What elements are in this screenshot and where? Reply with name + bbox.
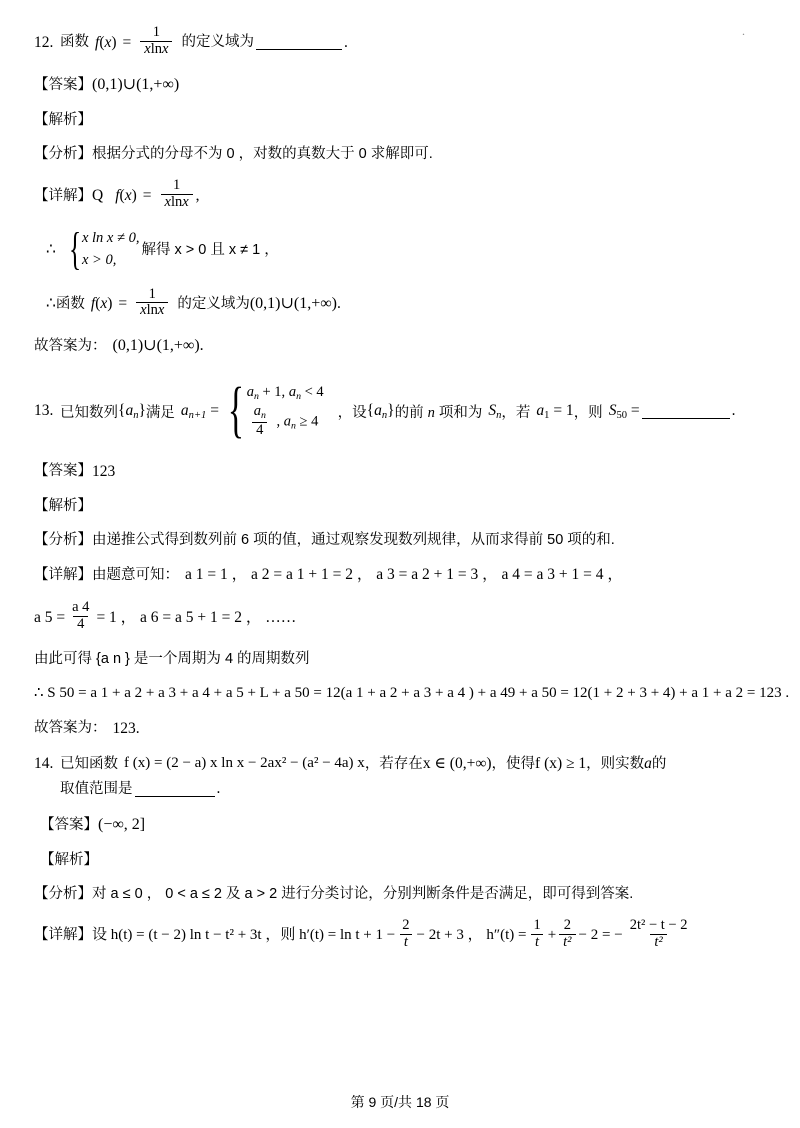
answer-label: 【答案】 [40, 816, 98, 833]
problem-13-answer [34, 462, 766, 481]
problem-13-stem-f: ，则 [573, 404, 603, 421]
recurrence-case-1: $a_n + 1$, $a_n < 4$ [246, 384, 324, 403]
fraction-numerator: $a_n$ [253, 403, 266, 422]
recurrence-lhs: $a_{n+1}$ = [180, 401, 219, 421]
initial-term: $a_1 = 1$ [536, 401, 574, 421]
problem-14-stem-c: ，使得 [491, 755, 536, 772]
fraction-numerator: a 4 [72, 598, 90, 615]
xiangjie-mark: Q [92, 186, 104, 204]
answer-label: 【答案】 [34, 76, 92, 93]
condition-solution: 解得 x > 0 且 x ≠ 1 ， [141, 241, 279, 258]
problem-14-analysis [34, 851, 766, 869]
problem-12-fraction [140, 25, 172, 58]
problem-14-stem-line2-text: 取值范围是 [60, 780, 133, 797]
existence-domain: x ∈ (0,+∞) [422, 754, 492, 772]
brace-icon: { [227, 376, 245, 445]
fraction-numerator: 1 [172, 177, 181, 194]
problem-13-stem-c: ，设 [337, 404, 367, 421]
fraction-denominator: xlnx [140, 41, 172, 58]
problem-12-conclusion: ∴ 函数 f ( x ) = $\frac{1}{xlnx}$ 的定义域为 (0,1)∪(1,+∞) . [46, 285, 341, 319]
xiangjie-label: 【详解】 [34, 927, 92, 944]
answer-label: 【答案】 [34, 463, 92, 480]
problem-12-analysis [34, 111, 766, 129]
xiangjie-text: 由题意可知： [92, 567, 179, 584]
xiangjie-part-a: 设 h(t) = (t − 2) ln t − t² + 3t ，则 h′(t) = ln t + 1 − [92, 927, 396, 944]
problem-13-stem-d: 的前 n 项和为 [394, 404, 483, 421]
problem-14-stem-line1 [34, 754, 766, 773]
problem-13-step4 [34, 684, 790, 703]
problem-14-answer [34, 815, 766, 835]
problem-13-stem-end: . [731, 402, 736, 420]
step-3-text: 由此可得 {a n } 是一个周期为 4 的周期数列 [34, 650, 310, 667]
fraction-denominator: t [531, 934, 543, 951]
fenxi-label: 【分析】 [34, 146, 92, 162]
problem-12-stem-end: . [343, 33, 348, 51]
problem-13-stem [34, 376, 766, 445]
xiangjie-part-c: + [547, 927, 557, 944]
gu-text: 123. [112, 719, 140, 737]
conclusion-fraction [136, 287, 168, 320]
analysis-label: 【解析】 [40, 851, 98, 868]
xiangjie-fraction-3 [559, 918, 575, 951]
condition-2: x > 0, [81, 251, 117, 268]
sequence-symbol: $\{a_n\}$ [366, 401, 395, 421]
step-2-lhs: a 5 = [34, 608, 66, 626]
sum-symbol: $S_n$ [488, 401, 502, 421]
step-2-rhs: = 1 ， a 6 = a 5 + 1 = 2 ， …… [96, 608, 297, 626]
analysis-label: 【解析】 [34, 498, 92, 515]
step-2-fraction [68, 600, 93, 633]
xiangjie-part-d: − 2 = − [578, 927, 623, 944]
problem-12-number: 12. [34, 33, 54, 51]
fraction-denominator: t² [650, 934, 666, 951]
problem-13-fenxi [34, 531, 766, 549]
problem-14-stem-b: ，若存在 [364, 755, 423, 772]
problem-12-stem-prefix: 函数 [60, 34, 89, 51]
fraction-numerator: 2 [402, 916, 410, 933]
problem-13-step3 [34, 650, 766, 668]
problem-12-stem: 12. 函数 f ( x ) = $\frac{1}{xlnx}$ 的定义域为 . [34, 24, 348, 57]
problem-14-xiangjie [34, 916, 766, 952]
fraction-numerator: 1 [533, 916, 541, 933]
problem-12-stem-suffix: 的定义域为 [181, 34, 254, 51]
fraction-denominator: t² [559, 934, 575, 951]
problem-14-stem-e: 的 [651, 755, 667, 772]
gu-text: (0,1)∪(1,+∞). [112, 337, 204, 355]
problem-13-stem-a: 已知数列 [60, 404, 118, 421]
xiangjie-label: 【详解】 [34, 567, 92, 584]
problem-13-final-answer [34, 719, 766, 738]
step-4-text: ∴ S 50 = a 1 + a 2 + a 3 + a 4 + a 5 + L + a 50 = 12(a 1 + a 2 + a 3 + a 4 ) + a 49 + a 50 = 12(1 + 2 + 3 + 4) + a 1 + a 2 = 123 . [34, 684, 790, 701]
problem-14-expression: f (x) = (2 − a) x ln x − 2ax² − (a² − 4a) x [124, 755, 365, 772]
xiangjie-fraction [161, 178, 193, 211]
answer-blank [256, 35, 342, 51]
gu-label: 故答案为： [34, 720, 107, 737]
problem-12-function-name: f [95, 33, 100, 51]
problem-12-answer [34, 75, 766, 95]
answer-value: 123 [92, 462, 116, 480]
problem-12-fenxi [34, 145, 766, 163]
problem-12-final-answer [34, 336, 766, 356]
inequality: f (x) ≥ 1 [535, 754, 587, 772]
xiangjie-fraction-1 [398, 918, 413, 951]
fenxi-label: 【分析】 [34, 532, 92, 549]
problem-12-system [34, 223, 766, 275]
answer-blank [642, 403, 730, 419]
step-1: a 1 = 1 ， a 2 = a 1 + 1 = 2 ， a 3 = a 2 + 1 = 3 ， a 4 = a 3 + 1 = 4 ， [185, 566, 623, 584]
xiangjie-part-b: − 2t + 3 ， h″(t) = [416, 927, 527, 944]
problem-14-stem-d: ，则实数 [586, 755, 645, 772]
page-footer: 第 9 页/共 18 页 [350, 1094, 450, 1110]
fraction-numerator: 2 [563, 916, 571, 933]
problem-13-stem-b: 满足 [145, 404, 175, 421]
condition-system [64, 223, 140, 275]
problem-14-stem-end: . [216, 780, 221, 798]
therefore-symbol: ∴ [46, 241, 56, 259]
analysis-label: 【解析】 [34, 111, 92, 128]
problem-14-stem-line2 [34, 779, 766, 798]
fenxi-text: 根据分式的分母不为 0 ，对数的真数大于 0 求解即可. [92, 146, 433, 162]
brace-icon: { [68, 223, 81, 275]
fraction-denominator: 4 [252, 422, 267, 439]
problem-14-stem-a: 已知函数 [60, 755, 118, 772]
fraction-denominator: xlnx [161, 194, 193, 211]
fraction-denominator: t [400, 934, 412, 951]
parameter-a: a [644, 754, 652, 772]
answer-value: (−∞, 2] [98, 815, 146, 833]
conclusion-set: (0,1)∪(1,+∞) [249, 294, 337, 312]
problem-14-number: 14. [34, 754, 54, 772]
problem-13-analysis [34, 497, 766, 515]
fraction-denominator: xlnx [136, 302, 168, 319]
gu-label: 故答案为： [34, 338, 107, 355]
function-name: f [115, 186, 120, 204]
problem-13-xiangjie [34, 565, 766, 584]
xiangjie-fraction-4 [626, 918, 692, 951]
fraction-denominator: 4 [73, 616, 88, 633]
fraction-numerator: 1 [148, 285, 156, 302]
conclusion-prefix: 函数 [55, 295, 85, 312]
sequence-symbol: $\{a_n\}$ [118, 401, 146, 421]
xiangjie-fraction-2 [529, 918, 544, 951]
fenxi-label: 【分析】 [34, 885, 92, 902]
problem-12-xiangjie: 【详解】 Q f ( x ) = $\frac{1}{xlnx}$ , [34, 177, 200, 211]
problem-12-variable: x [104, 33, 112, 51]
conclusion-suffix: 的定义域为 [177, 295, 250, 312]
fraction-numerator: 2t² − t − 2 [629, 916, 688, 933]
recurrence-system [221, 376, 324, 445]
answer-value: (0,1)∪(1,+∞) [92, 75, 180, 93]
problem-13-step2 [34, 598, 766, 634]
problem-14-fenxi [34, 885, 766, 903]
fenxi-text: 由递推公式得到数列前 6 项的值，通过观察发现数列规律，从而求得前 50 项的和. [92, 532, 615, 549]
problem-13-stem-e: ，若 [501, 404, 531, 421]
problem-13-number: 13. [34, 402, 54, 420]
page-dot-mark: . [742, 24, 745, 38]
answer-blank [135, 781, 215, 797]
fenxi-text: 对 a ≤ 0 ， 0 < a ≤ 2 及 a > 2 进行分类讨论，分别判断条件是否满足，即可得到答案. [92, 885, 634, 902]
fraction-numerator: 1 [152, 24, 160, 40]
sum-50-symbol: $S_{50}$ = [608, 401, 640, 421]
therefore-symbol: ∴ [46, 295, 56, 313]
recurrence-case-2: $\frac{a_n}{4}$ , $a_n \ge 4$ [247, 405, 324, 440]
xiangjie-label: 【详解】 [34, 187, 92, 204]
condition-1: x ln x ≠ 0, [81, 230, 140, 246]
function-name: f [90, 295, 96, 313]
